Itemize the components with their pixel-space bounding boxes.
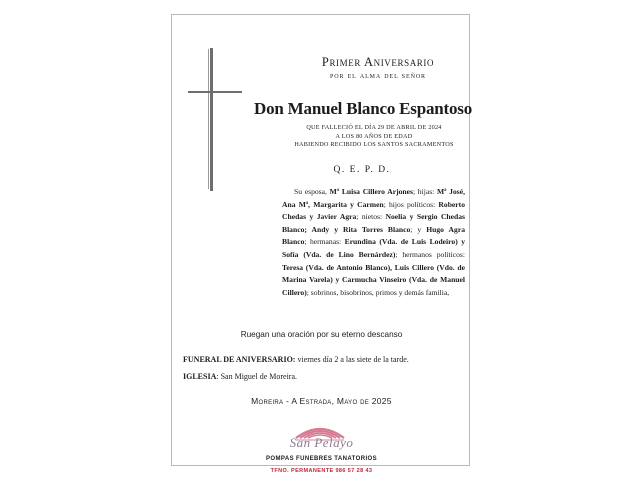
family-text: Su esposa, [294, 187, 330, 196]
heading-for-soul: por el alma del señor [330, 70, 426, 80]
funeral-text: viernes día 2 a las siete de la tarde. [295, 355, 409, 364]
cross-shadow [208, 49, 209, 189]
family-text: ; sobrinos, bisobrinos, primos y demás familia, [306, 287, 450, 297]
heading-anniversary: Primer Aniversario [321, 55, 435, 69]
church-label: IGLESIA [183, 372, 217, 381]
family-text: ; y [410, 224, 427, 234]
family-sisters: Erundina (Vda. de Luis Lodeiro) y Sofía (Vda. de Lino Bernárdez) [282, 237, 465, 259]
church-text: : San Miguel de Moreira. [216, 372, 298, 381]
company-tagline: POMPAS FUNEBRES TANATORIOS [266, 456, 377, 462]
family-sons-in-law: Roberto Chedas y Javier Agra [282, 199, 465, 222]
qepd: Q. E. P. D. [333, 165, 391, 175]
funeral-line [183, 355, 409, 364]
place-date: Moreira - A Estrada, Mayo de 2025 [251, 396, 392, 406]
family-spouse: Mª Luisa Cillero Arjones [329, 187, 413, 196]
deceased-name: Don Manuel Blanco Espantoso [254, 99, 473, 118]
died-line: QUE FALLECIÓ EL DÍA 29 DE ABRIL DE 2024 [306, 124, 442, 131]
company-brand: San Pelayo [289, 435, 354, 450]
family-text: ; hermanos políticos: [395, 249, 465, 259]
funeral-label: FUNERAL DE ANIVERSARIO: [183, 355, 296, 364]
family-text: ; hermanas: [304, 237, 345, 247]
family-text: ; hijas: [412, 187, 437, 196]
family-daughters: Mª José, Ana Mª, Margarita y Carmen [282, 187, 465, 209]
obituary-card [171, 14, 473, 474]
company-phone: TFNO. PERMANENTE 986 57 28 43 [270, 468, 373, 474]
cross-horizontal [188, 91, 242, 93]
sacraments-line: HABIENDO RECIBIDO LOS SANTOS SACRAMENTOS [294, 141, 454, 148]
family-grandchildren: Noelia y Sergio Chedas Blanco; Andy y Rita Torres Blanco [282, 212, 465, 234]
family-text: ; nietos: [356, 212, 386, 222]
church-line [183, 372, 297, 381]
cross-vertical [210, 48, 213, 191]
family-in-laws: Teresa (Vda. de Antonio Blanco), Luis Cillero (Vdo. de Marina Varela) y Carmucha Vinseiro (Vda. de Manuel Cillero) [282, 262, 465, 297]
age-line: A LOS 80 AÑOS DE EDAD [335, 133, 413, 140]
family-paragraph [282, 186, 465, 299]
family-grandchild: Hugo Agra Blanco [282, 224, 465, 247]
family-text: ; hijos políticos: [383, 199, 439, 209]
prayer-request: Ruegan una oración por su eterno descanso [240, 330, 403, 339]
